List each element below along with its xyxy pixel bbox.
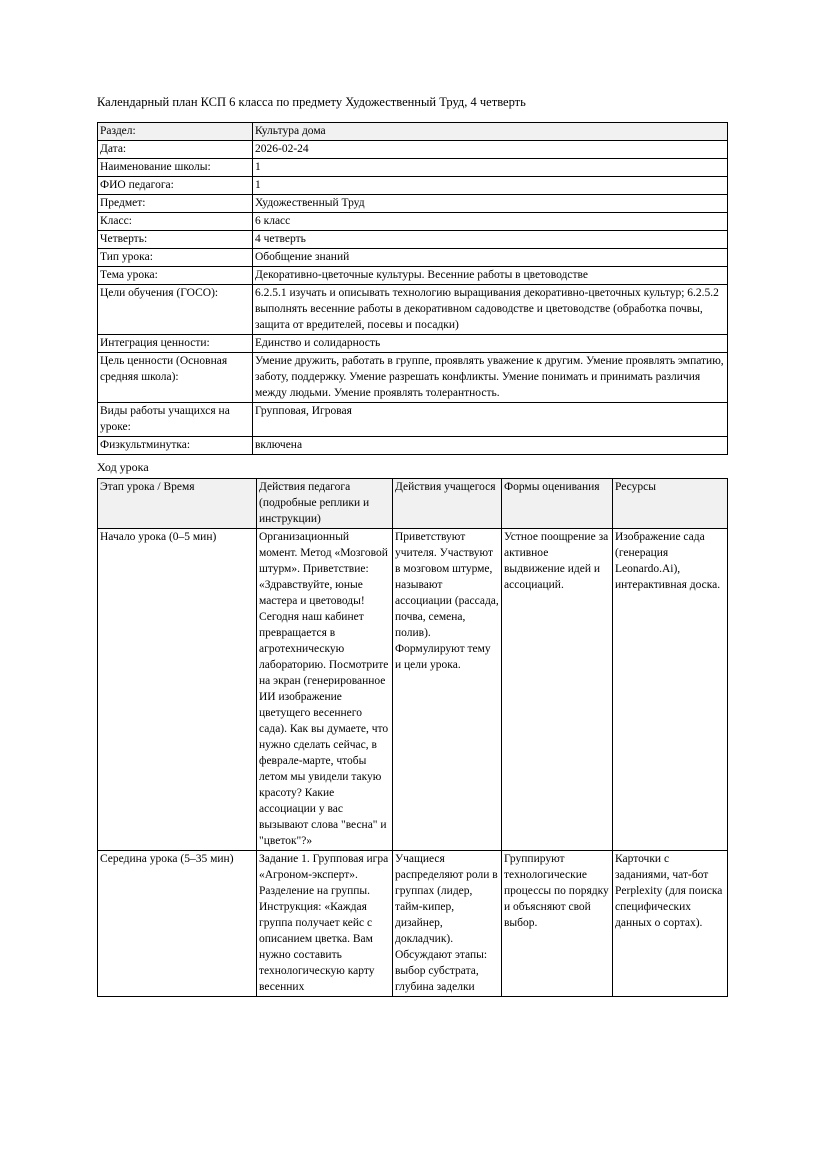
info-label: Предмет: bbox=[98, 195, 253, 213]
info-value: 2026-02-24 bbox=[253, 141, 728, 159]
info-label: Физкультминутка: bbox=[98, 437, 253, 455]
info-label: Раздел: bbox=[98, 123, 253, 141]
cell-teacher-actions: Задание 1. Групповая игра «Агроном-эксперт». Разделение на группы. Инструкция: «Каждая группа получает кейс с описанием цветка. Вам нужно составить технологическую карту весенних bbox=[257, 851, 393, 997]
cell-stage: Начало урока (0–5 мин) bbox=[98, 529, 257, 851]
table-row bbox=[98, 353, 728, 403]
info-value: Умение дружить, работать в группе, проявлять уважение к другим. Умение проявлять эмпатию, заботу, поддержку. Умение разрешать конфликты. Умение понимать и принимать различия между людьми. Умение проявлять толерантность. bbox=[253, 353, 728, 403]
table-row bbox=[98, 851, 728, 997]
cell-resources: Изображение сада (генерация Leonardo.Ai), интерактивная доска. bbox=[613, 529, 728, 851]
table-row bbox=[98, 213, 728, 231]
cell-teacher-actions: Организационный момент. Метод «Мозговой штурм». Приветствие: «Здравствуйте, юные мастера и цветоводы! Сегодня наш кабинет превращается в агротехническую лабораторию. Посмотрите на экран (генерированное ИИ изображение цветущего весеннего сада). Как вы думаете, что нужно сделать сейчас, в феврале-марте, чтобы летом мы увидели такую красоту? Какие ассоциации у вас вызывают слова "весна" и "цветок"?» bbox=[257, 529, 393, 851]
header-student-actions: Действия учащегося bbox=[393, 479, 502, 529]
section-heading: Ход урока bbox=[97, 460, 149, 474]
table-row bbox=[98, 195, 728, 213]
table-row bbox=[98, 267, 728, 285]
info-value: Декоративно-цветочные культуры. Весенние работы в цветоводстве bbox=[253, 267, 728, 285]
table-row bbox=[98, 177, 728, 195]
info-value: 6.2.5.1 изучать и описывать технологию выращивания декоративно-цветочных культур; 6.2.5.2 выполнять весенние работы в декоративном садоводстве и цветоводстве (обработка почвы, защита от вредителей, посевы и посадки) bbox=[253, 285, 728, 335]
cell-student-actions: Приветствуют учителя. Участвуют в мозговом штурме, называют ассоциации (рассада, почва, семена, полив). Формулируют тему и цели урока. bbox=[393, 529, 502, 851]
header-resources: Ресурсы bbox=[613, 479, 728, 529]
info-label: Цель ценности (Основная средняя школа): bbox=[98, 353, 253, 403]
table-row bbox=[98, 285, 728, 335]
document-content bbox=[97, 94, 727, 997]
info-value: Культура дома bbox=[253, 123, 728, 141]
cell-resources: Карточки с заданиями, чат-бот Perplexity (для поиска специфических данных о сортах). bbox=[613, 851, 728, 997]
info-value: 1 bbox=[253, 159, 728, 177]
info-label: Тип урока: bbox=[98, 249, 253, 267]
table-row bbox=[98, 249, 728, 267]
table-row bbox=[98, 141, 728, 159]
info-label: Наименование школы: bbox=[98, 159, 253, 177]
table-row bbox=[98, 231, 728, 249]
cell-assessment: Группируют технологические процессы по порядку и объясняют свой выбор. bbox=[502, 851, 613, 997]
info-value: 4 четверть bbox=[253, 231, 728, 249]
info-value: включена bbox=[253, 437, 728, 455]
info-label: Класс: bbox=[98, 213, 253, 231]
table-row bbox=[98, 529, 728, 851]
info-value: 1 bbox=[253, 177, 728, 195]
lesson-info-table bbox=[97, 122, 728, 455]
info-label: Интеграция ценности: bbox=[98, 335, 253, 353]
cell-student-actions: Учащиеся распределяют роли в группах (лидер, тайм-кипер, дизайнер, докладчик). Обсуждают этапы: выбор субстрата, глубина заделки bbox=[393, 851, 502, 997]
info-label: Виды работы учащихся на уроке: bbox=[98, 403, 253, 437]
table-header-row bbox=[98, 479, 728, 529]
info-value: Единство и солидарность bbox=[253, 335, 728, 353]
info-label: Дата: bbox=[98, 141, 253, 159]
info-label: Тема урока: bbox=[98, 267, 253, 285]
header-assessment: Формы оценивания bbox=[502, 479, 613, 529]
info-value: Художественный Труд bbox=[253, 195, 728, 213]
info-value: Групповая, Игровая bbox=[253, 403, 728, 437]
table-row bbox=[98, 403, 728, 437]
header-stage: Этап урока / Время bbox=[98, 479, 257, 529]
info-label: Четверть: bbox=[98, 231, 253, 249]
header-teacher-actions: Действия педагога (подробные реплики и инструкции) bbox=[257, 479, 393, 529]
table-row bbox=[98, 437, 728, 455]
info-value: 6 класс bbox=[253, 213, 728, 231]
info-value: Обобщение знаний bbox=[253, 249, 728, 267]
table-row bbox=[98, 335, 728, 353]
cell-assessment: Устное поощрение за активное выдвижение идей и ассоциаций. bbox=[502, 529, 613, 851]
table-row bbox=[98, 159, 728, 177]
info-label: ФИО педагога: bbox=[98, 177, 253, 195]
cell-stage: Середина урока (5–35 мин) bbox=[98, 851, 257, 997]
table-row bbox=[98, 123, 728, 141]
lesson-flow-table bbox=[97, 478, 728, 997]
info-label: Цели обучения (ГОСО): bbox=[98, 285, 253, 335]
page-title: Календарный план КСП 6 класса по предмету Художественный Труд, 4 четверть bbox=[97, 95, 526, 109]
